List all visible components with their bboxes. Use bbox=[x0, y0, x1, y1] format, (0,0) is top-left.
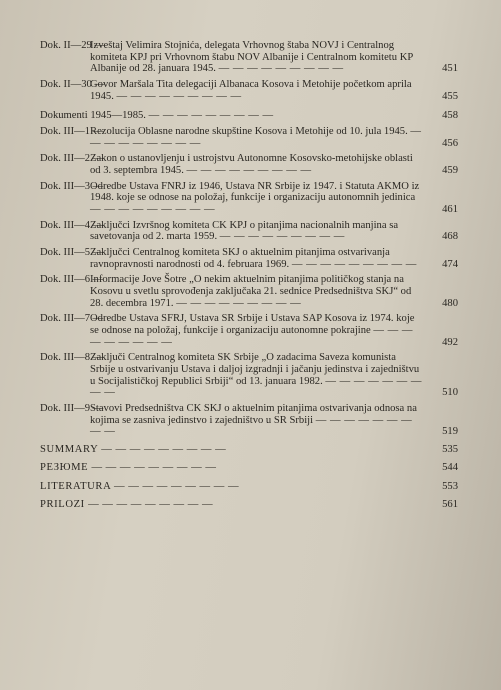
page-number: 510 bbox=[442, 387, 458, 399]
page-number: 561 bbox=[442, 499, 458, 511]
entry-title: Stavovi Predsedništva CK SKJ o aktuelnim pitanjima ostvarivanja odnosa na kojima se zasniva jedinstvo i zajedništvo u SR Srbiji bbox=[90, 402, 417, 426]
toc-entry bbox=[40, 181, 458, 216]
leader-dashes: — — — — — — — — — bbox=[114, 480, 240, 492]
entry-title: Odredbe Ustava FNRJ iz 1946, Ustava NR Srbije iz 1947. i Statuta AKMO iz 1948. koje se odnose na položaj, funkcije i organizaciju autonomnih jedinica bbox=[90, 180, 420, 204]
page-number: 461 bbox=[442, 203, 458, 215]
table-of-contents bbox=[40, 40, 458, 518]
leader-dashes: — — — — — — — — — bbox=[90, 375, 422, 399]
page-number: 458 bbox=[442, 110, 458, 122]
page-number: 459 bbox=[442, 164, 458, 176]
doc-label: Dok. III—1 — bbox=[40, 125, 104, 137]
section-title: SUMMARY bbox=[40, 443, 98, 455]
section-title: PRILOZI bbox=[40, 499, 85, 511]
toc-entry bbox=[40, 313, 458, 348]
entry-title: Govor Maršala Tita delegaciji Albanaca Kosova i Metohije početkom aprila 1945. bbox=[90, 78, 412, 102]
toc-entry bbox=[40, 247, 458, 270]
page-number: 474 bbox=[442, 258, 458, 270]
toc-section-heading bbox=[40, 110, 458, 122]
leader-dashes: — — — — — — — — — bbox=[218, 63, 344, 75]
page-number: 468 bbox=[442, 231, 458, 243]
entry-title: Informacije Jove Šotre „O nekim aktuelnim pitanjima političkog stanja na Kosovu u svetlu sprovođenja zaključaka 21. sednice Predsedništva SKJ“ od 28. decembra 1971. bbox=[90, 274, 412, 309]
toc-entry bbox=[40, 79, 458, 102]
page-number: 535 bbox=[442, 443, 458, 455]
doc-label: Dok. II—30 — bbox=[40, 78, 106, 90]
doc-label: Dok. III—3 — bbox=[40, 180, 104, 192]
toc-entry bbox=[40, 403, 458, 438]
leader-dashes: — — — — — — — — — bbox=[90, 203, 216, 215]
toc-back-matter-rezyume bbox=[40, 462, 458, 474]
doc-label: Dok. III—9 — bbox=[40, 402, 104, 414]
page-number: 519 bbox=[442, 426, 458, 438]
doc-label: Dok. III—4 — bbox=[40, 219, 104, 231]
leader-dashes: — — — — — — — — — bbox=[291, 258, 417, 270]
toc-back-matter-literatura bbox=[40, 481, 458, 493]
doc-label: Dok. III—7 — bbox=[40, 313, 104, 325]
toc-entry bbox=[40, 220, 458, 243]
doc-label: Dok. III—8 — bbox=[40, 352, 104, 364]
leader-dashes: — — — — — — — — — bbox=[90, 125, 422, 149]
toc-entry bbox=[40, 352, 458, 398]
entry-title: Zakon o ustanovljenju i ustrojstvu Autonomne Kosovsko-metohijske oblasti od 3. septembra 1945. bbox=[90, 153, 413, 176]
page-number: 451 bbox=[442, 63, 458, 75]
toc-entry bbox=[40, 40, 458, 75]
page-number: 456 bbox=[442, 137, 458, 149]
page-number: 455 bbox=[442, 90, 458, 102]
doc-label: Dok. III—6 — bbox=[40, 274, 104, 286]
leader-dashes: — — — — — — — — — bbox=[176, 297, 302, 309]
section-title: Dokumenti 1945—1985. bbox=[40, 110, 146, 122]
leader-dashes: — — — — — — — — — bbox=[88, 499, 214, 511]
leader-dashes: — — — — — — — — — bbox=[219, 231, 345, 243]
section-title: LITERATURA bbox=[40, 480, 111, 492]
page-number: 544 bbox=[442, 462, 458, 474]
toc-entry bbox=[40, 274, 458, 309]
entry-title: Rezolucija Oblasne narodne skupštine Kosova i Metohije od 10. jula 1945. bbox=[90, 125, 408, 137]
toc-entry bbox=[40, 126, 458, 149]
leader-dashes: — — — — — — — — — bbox=[116, 90, 242, 102]
entry-title: Zaključci Centralnog komiteta SKJ o aktuelnim pitanjima ostvarivanja ravnopravnosti narodnosti od 4. februara 1969. bbox=[90, 247, 390, 270]
toc-entry bbox=[40, 153, 458, 176]
doc-label: Dok. II—29 — bbox=[40, 40, 106, 51]
leader-dashes: — — — — — — — — — bbox=[90, 414, 413, 438]
toc-back-matter-prilozi bbox=[40, 499, 458, 511]
entry-title: Izveštaj Velimira Stojnića, delegata Vrhovnog štaba NOVJ i Centralnog komiteta KPJ pri Vrhovnom štabu NOV Albanije i Centralnom komitetu KP Albanije od 28. januara 1945. bbox=[90, 40, 413, 75]
leader-dashes: — — — — — — — — — bbox=[186, 164, 312, 176]
entry-title: Zaključci Izvršnog komiteta CK KPJ o pitanjima nacionalnih manjina sa savetovanja od 2. marta 1959. bbox=[90, 219, 399, 243]
leader-dashes: — — — — — — — — — bbox=[148, 110, 274, 122]
doc-label: Dok. III—2 — bbox=[40, 153, 104, 165]
leader-dashes: — — — — — — — — — bbox=[91, 462, 217, 474]
section-title: РЕЗЮМЕ bbox=[40, 462, 89, 474]
entry-title: Zaključi Centralnog komiteta SK Srbije „O zadacima Saveza komunista Srbije u ostvarivanju Ustava i daljoj izgradnji i jačanju jedinstva i zajedništvu u Socijalističkoj Republici Srbiji“ od 13. januara 1982. bbox=[90, 352, 420, 387]
toc-back-matter-summary bbox=[40, 444, 458, 456]
page-number: 480 bbox=[442, 297, 458, 309]
page-number: 553 bbox=[442, 480, 458, 492]
doc-label: Dok. III—5 — bbox=[40, 247, 104, 259]
entry-title: Odredbe Ustava SFRJ, Ustava SR Srbije i Ustava SAP Kosova iz 1974. koje se odnose na položaj, funkcije i organizaciju autonomne pokrajine bbox=[90, 313, 415, 336]
page-number: 492 bbox=[442, 336, 458, 348]
leader-dashes: — — — — — — — — — bbox=[101, 443, 227, 455]
leader-dashes: — — — — — — — — — bbox=[90, 324, 413, 348]
